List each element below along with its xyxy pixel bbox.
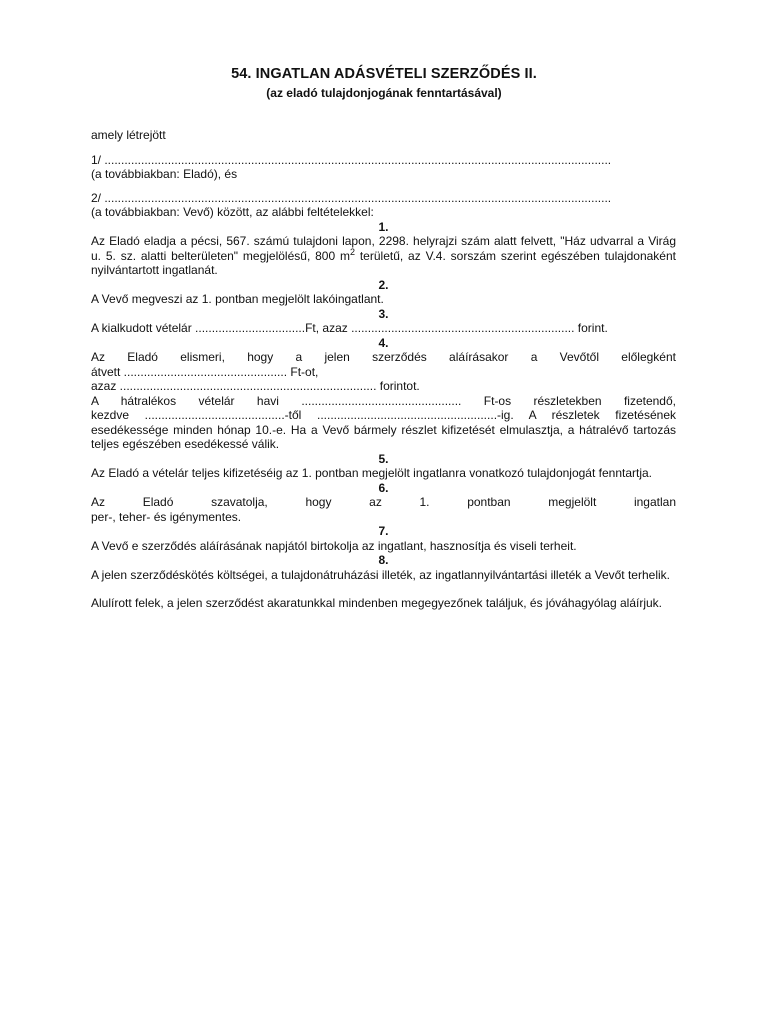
party2-role: (a továbbiakban: Vevő) között, az alábbi feltételekkel: (91, 205, 374, 219)
section-8-text: A jelen szerződéskötés költségei, a tulajdonátruházási illeték, az ingatlannyilvántartási illeték a Vevőt terhelik. (91, 567, 670, 582)
section-7-number: 7. (378, 524, 389, 538)
section-3-number: 3. (378, 306, 389, 321)
party1-role: (a továbbiakban: Eladó), és (91, 167, 238, 181)
section-4-line-2: átvett ................................................. Ft-ot, (91, 364, 319, 379)
section-3-text: A kialkudott vételár .................................Ft, azaz ................................................................... forint. (91, 321, 608, 335)
section-6-number: 6. (378, 480, 389, 495)
section-2-number: 2. (378, 277, 389, 292)
section-1-superscript: 2 (349, 246, 355, 257)
section-4-line-3: azaz ............................................................................. forintot. (91, 379, 420, 393)
section-5-number: 5. (378, 451, 389, 466)
section-1-text-b: területű, az V.4. sorszám szerint egészében tulajdonaként nyilvántartott ingatlanát. (91, 248, 676, 277)
document-title: 54. INGATLAN ADÁSVÉTELI SZERZŐDÉS II. (231, 66, 537, 82)
section-1-text (91, 234, 676, 278)
section-2-text: A Vevő megveszi az 1. pontban megjelölt lakóingatlant. (91, 292, 384, 306)
section-1-number: 1. (378, 219, 389, 234)
section-5-text: Az Eladó a vételár teljes kifizetéséig az 1. pontban megjelölt ingatlanra vonatkozó tulajdonjogát fenntartja. (91, 466, 653, 480)
section-7-text: A Vevő e szerződés aláírásának napjától birtokolja az ingatlant, hasznosítja és viseli terheit. (91, 538, 577, 553)
closing-text: Alulírott felek, a jelen szerződést akaratunkkal mindenben megegyezőnek találjuk, és jóváhagyólag aláírjuk. (91, 596, 662, 610)
section-1-text-a: Az Eladó eladja a pécsi, 567. számú tulajdoni lapon, 2298. helyrajzi szám alatt felvett, "Ház udvarral a Virág u. 5. sz. alatti belterületen" megjelölésű, 800 m (91, 234, 676, 263)
section-4-line-1: Az Eladó elismeri, hogy a jelen szerződés aláírásakor a Vevőtől előlegként (91, 350, 676, 364)
section-8-number: 8. (378, 553, 389, 567)
party2-line: 2/ ........................................................................................................................................................ (91, 190, 612, 205)
section-4-line-4: A hátralékos vételár havi ................................................ Ft-os részletekben fizetendő, (91, 393, 676, 408)
party1-line: 1/ ........................................................................................................................................................ (91, 152, 612, 167)
section-6-line-2: per-, teher- és igénymentes. (91, 509, 242, 524)
section-4-number: 4. (378, 335, 389, 350)
document-subtitle: (az eladó tulajdonjogának fenntartásával) (266, 86, 502, 100)
section-4-line-5: kezdve ..........................................-től ......................................................-ig. A részletek fizetésének esedékessége minden hónap 10.-e. Ha a Vevő bármely részlet kifizetését elmulasztja, a hátralévő tartozás teljes egészében esedékessé válik. (91, 408, 676, 451)
section-6-line-1: Az Eladó szavatolja, hogy az 1. pontban megjelölt ingatlan (91, 495, 676, 509)
document-body (91, 128, 676, 611)
intro-text: amely létrejött (91, 128, 166, 142)
